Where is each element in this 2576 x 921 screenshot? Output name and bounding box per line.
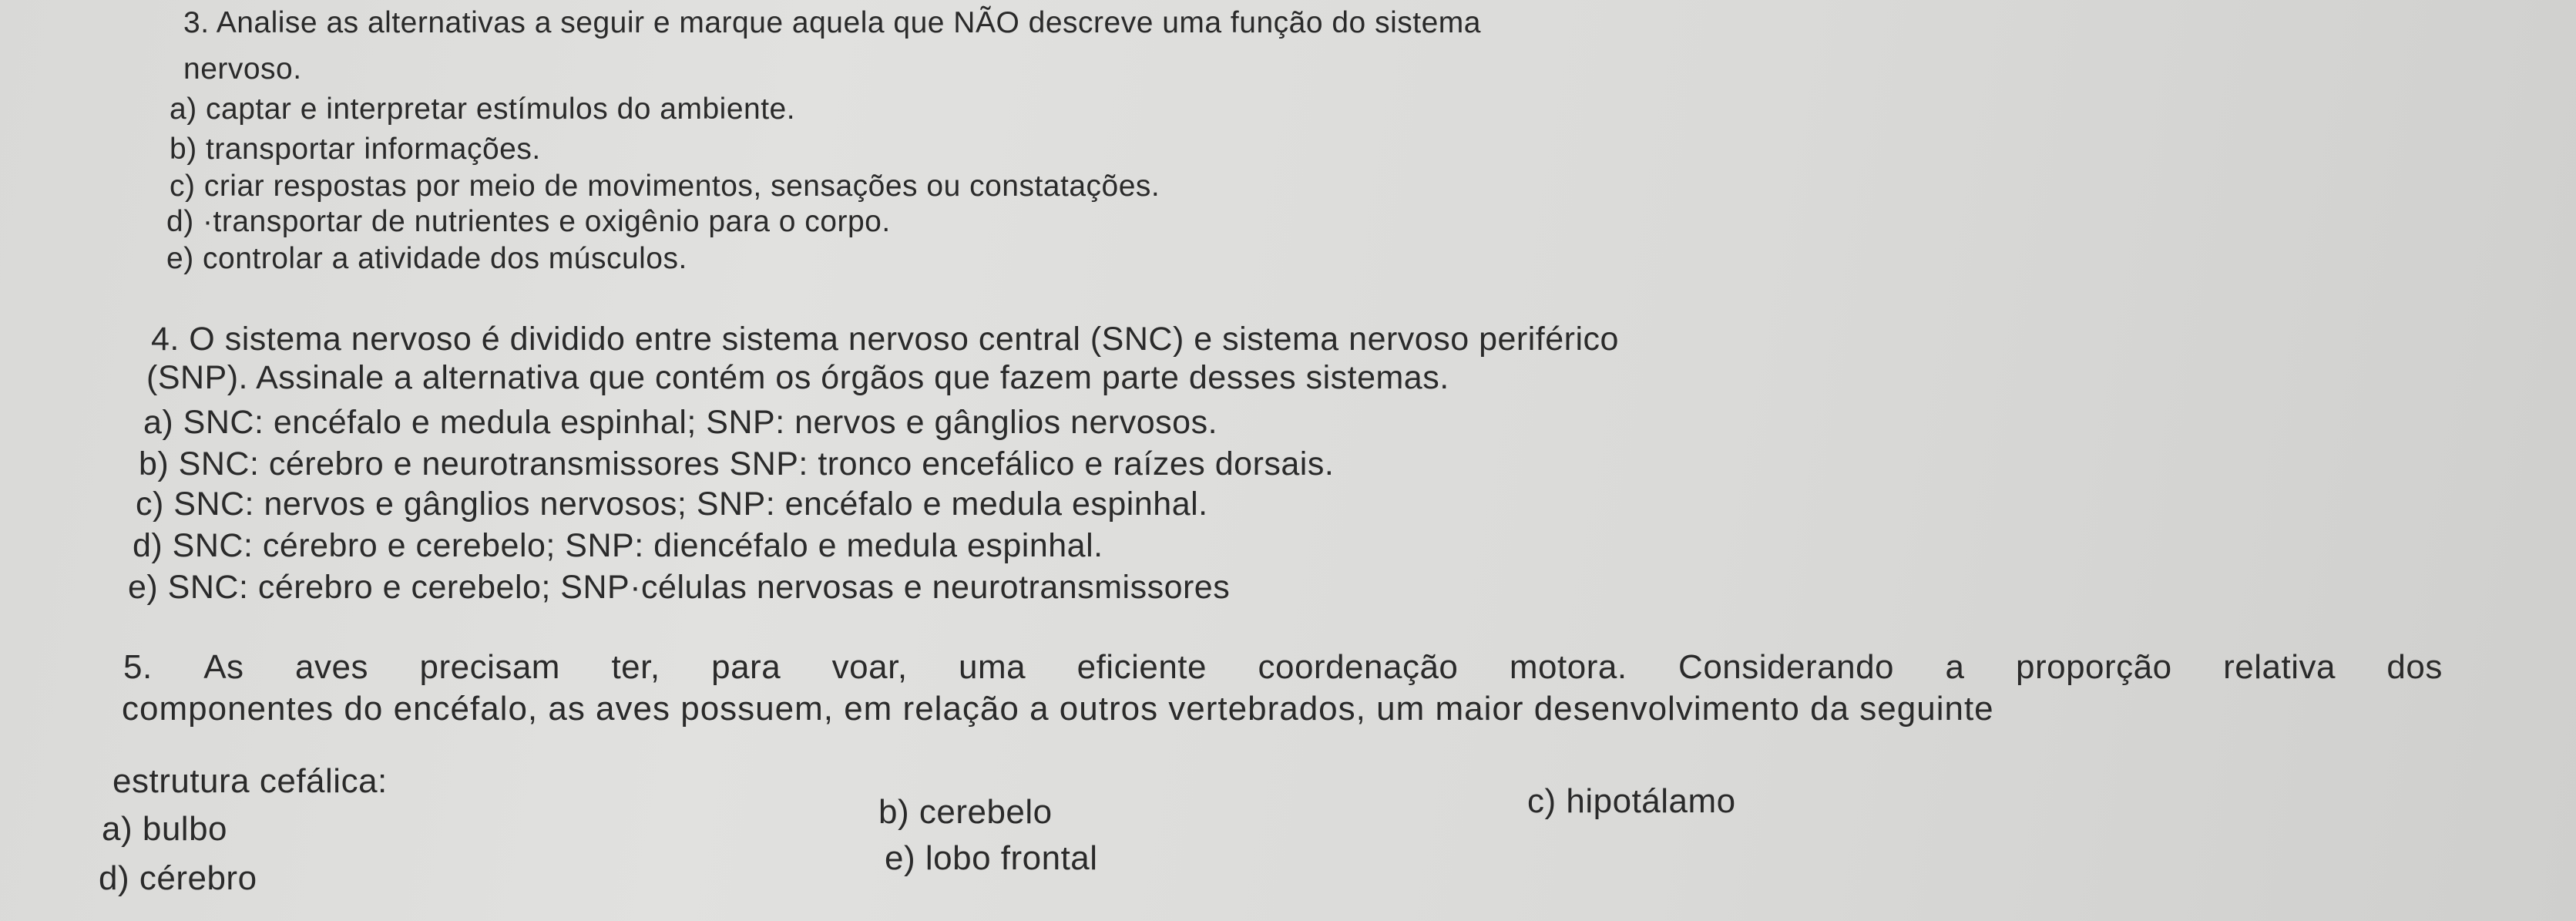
question-3-stem-line-2: nervoso. (183, 52, 302, 86)
question-5-option-b: b) cerebelo (878, 793, 1053, 831)
question-5-option-e: e) lobo frontal (885, 839, 1098, 877)
question-4-option-c: c) SNC: nervos e gânglios nervosos; SNP: encéfalo e medula espinhal. (136, 486, 1208, 523)
question-5-stem-word: aves (295, 648, 368, 686)
question-5-stem-word: para (711, 648, 781, 686)
question-5-option-d: d) cérebro (99, 859, 257, 897)
question-5-stem-word: eficiente (1076, 648, 1207, 686)
question-5-stem-line-3: estrutura cefálica: (113, 762, 388, 800)
question-5-stem-word: dos (2386, 648, 2443, 686)
question-5-option-a: a) bulbo (102, 810, 228, 848)
question-3-option-a: a) captar e interpretar estímulos do ambiente. (170, 92, 796, 126)
question-4-option-e: e) SNC: cérebro e cerebelo; SNP·células nervosas e neurotransmissores (128, 569, 1231, 606)
question-5-stem-line-1 (123, 649, 2443, 686)
question-4-stem-line-1: 4. O sistema nervoso é dividido entre sistema nervoso central (SNC) e sistema nervoso periférico (151, 321, 1619, 358)
question-5-stem-word: 5. (123, 648, 153, 686)
question-3-stem-line-1: 3. Analise as alternativas a seguir e marque aquela que NÃO descreve uma função do sistema (183, 6, 1481, 39)
question-3-option-e: e) controlar a atividade dos músculos. (166, 242, 687, 275)
question-5-stem-word: As (203, 648, 244, 686)
question-4-option-b: b) SNC: cérebro e neurotransmissores SNP: tronco encefálico e raízes dorsais. (139, 445, 1335, 482)
question-4-option-d: d) SNC: cérebro e cerebelo; SNP: diencéfalo e medula espinhal. (133, 527, 1103, 564)
question-5-stem-word: Considerando (1678, 648, 1895, 686)
question-4-stem-line-2: (SNP). Assinale a alternativa que contém os órgãos que fazem parte desses sistemas. (146, 359, 1449, 396)
question-5-stem-word: precisam (419, 648, 560, 686)
question-5-stem-word: proporção (2015, 648, 2172, 686)
question-5-stem-word: motora. (1509, 648, 1627, 686)
question-5-stem-word: relativa (2223, 648, 2336, 686)
question-5-option-c: c) hipotálamo (1527, 782, 1736, 820)
question-5-stem-word: a (1945, 648, 1965, 686)
question-5-stem-word: coordenação (1258, 648, 1459, 686)
question-4-option-a: a) SNC: encéfalo e medula espinhal; SNP: nervos e gânglios nervosos. (143, 404, 1218, 441)
question-5-stem-word: voar, (831, 648, 908, 686)
question-3-option-b: b) transportar informações. (170, 133, 541, 166)
question-5-stem-line-2: componentes do encéfalo, as aves possuem, em relação a outros vertebrados, um maior desenvolvimento da seguinte (122, 690, 1994, 728)
question-3-option-c: c) criar respostas por meio de movimentos, sensações ou constatações. (170, 170, 1160, 203)
question-5-stem-word: ter, (611, 648, 660, 686)
question-3-option-d: d) ·transportar de nutrientes e oxigênio para o corpo. (166, 205, 891, 238)
question-5-stem-word: uma (959, 648, 1026, 686)
